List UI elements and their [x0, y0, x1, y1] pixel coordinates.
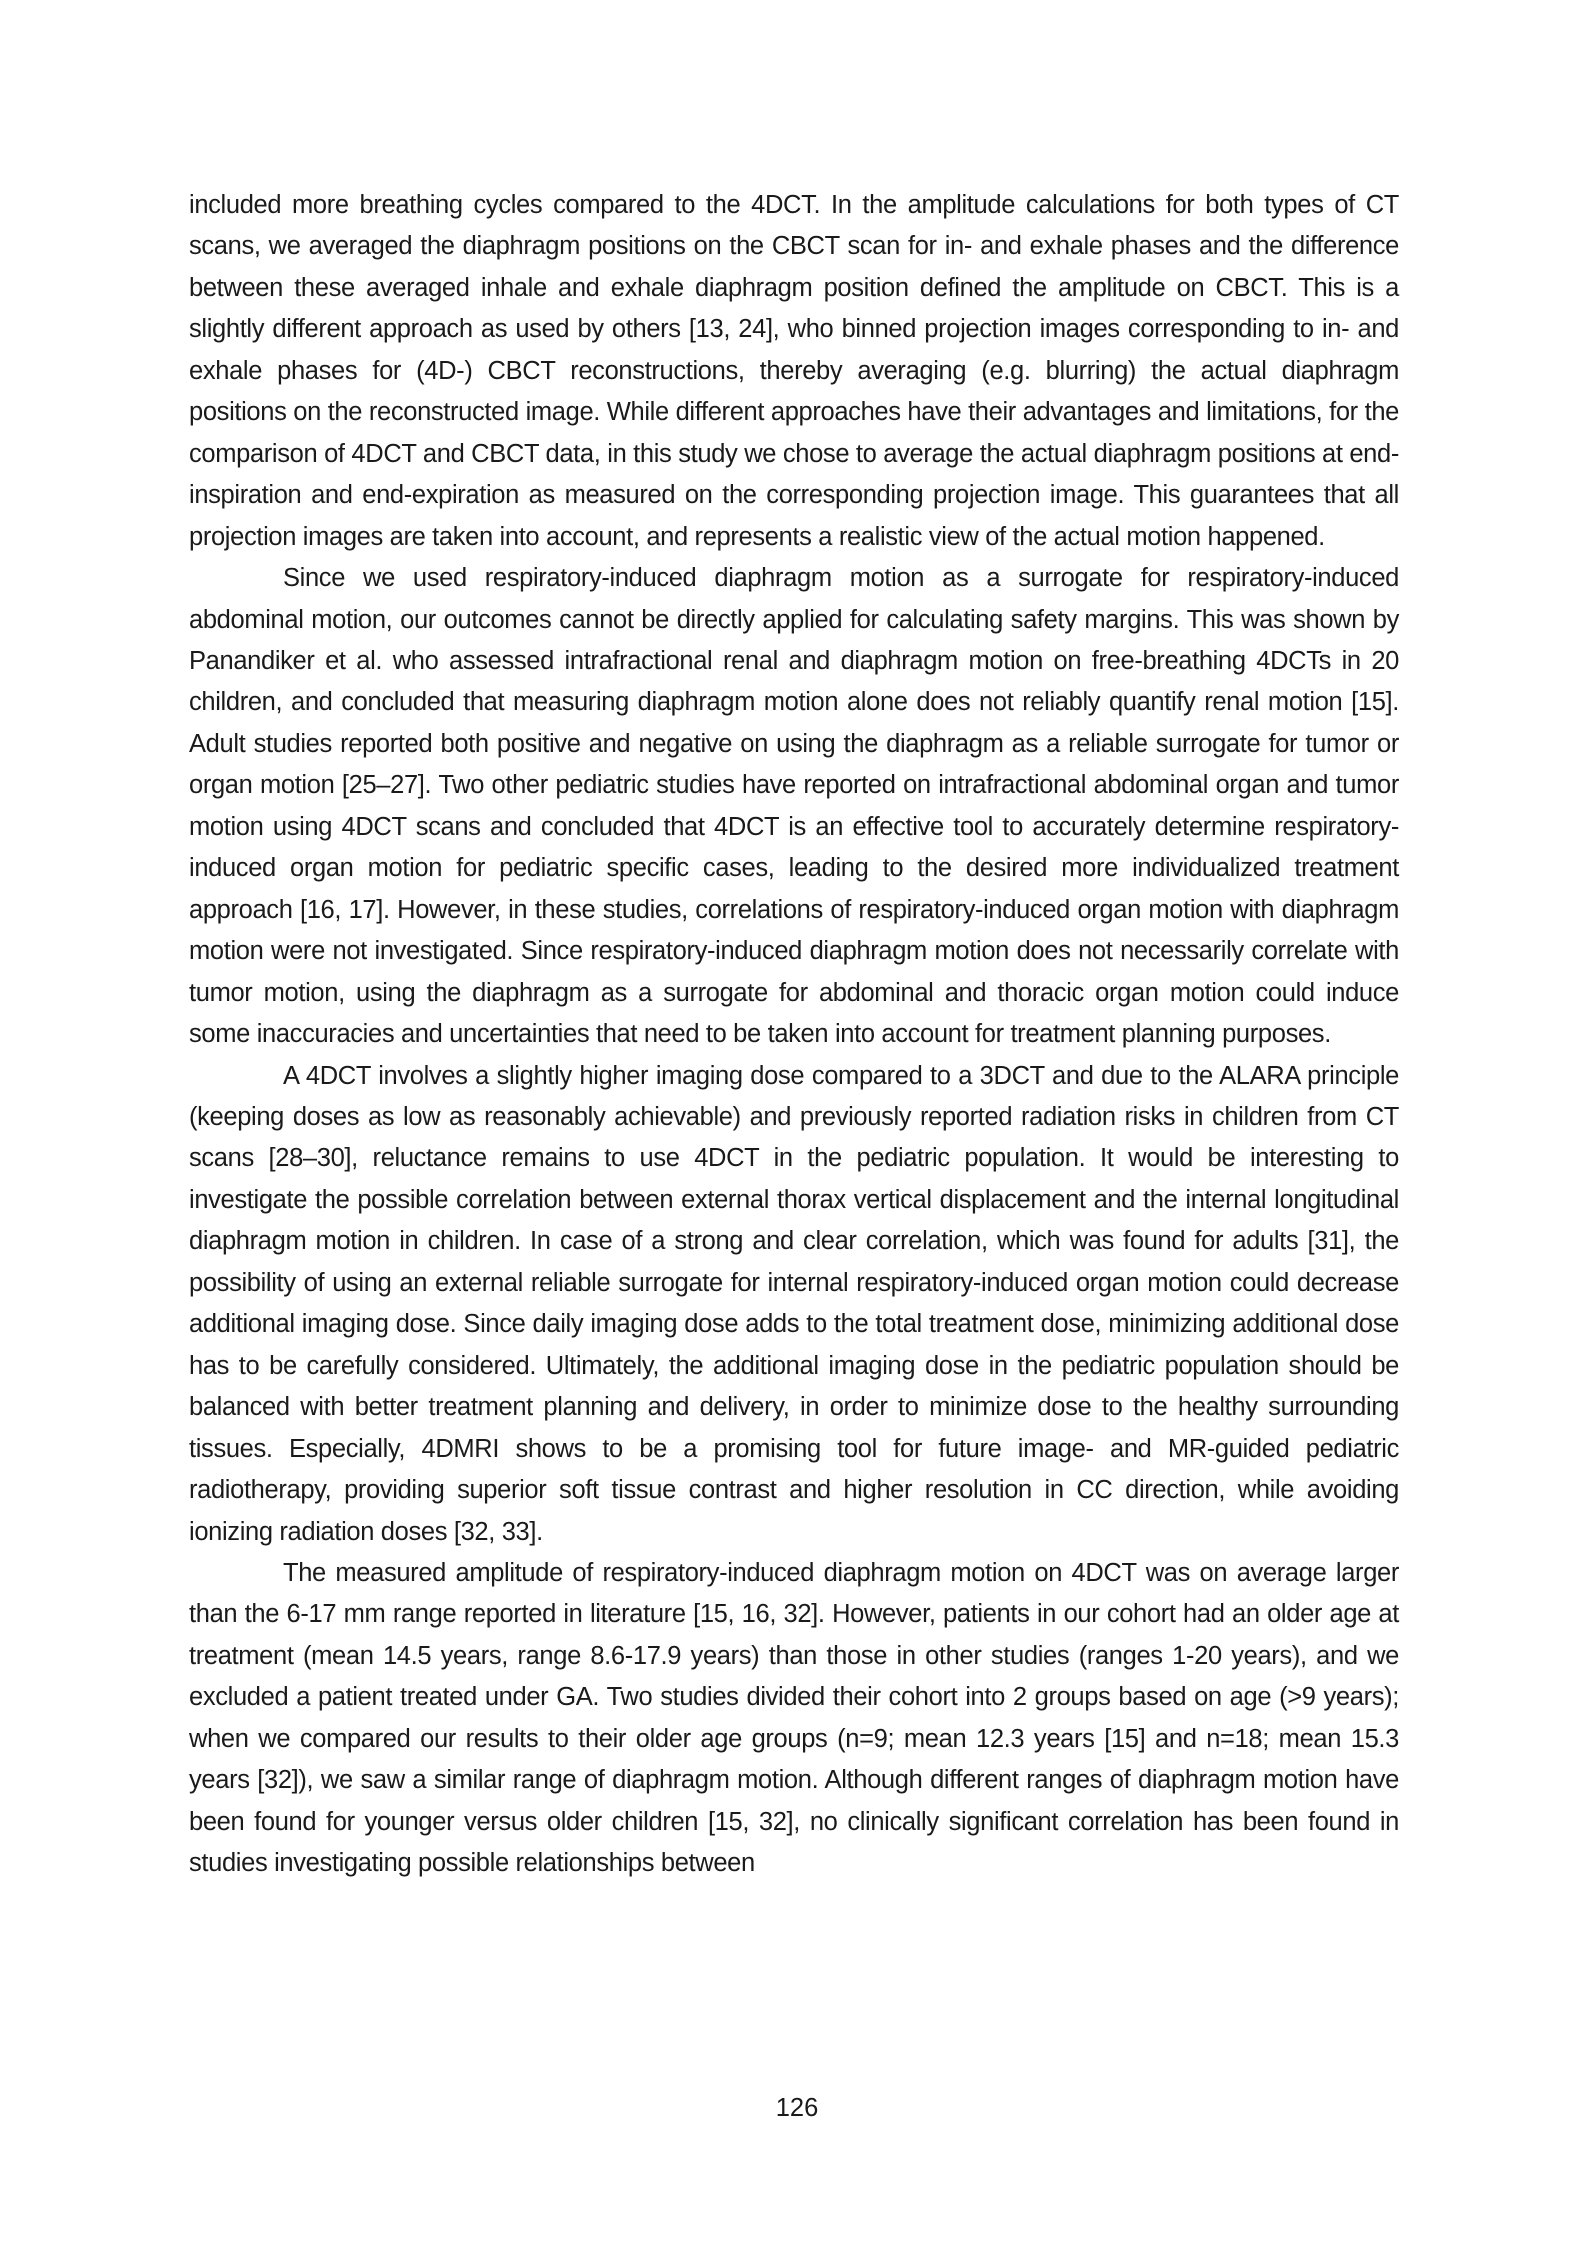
page-number: 126 [775, 2094, 819, 2122]
paragraph-imaging-dose: A 4DCT involves a slightly higher imaging dose compared to a 3DCT and due to the ALARA principle (keeping doses as low as reasonably achievable) and previously reported radiation risks in children from CT scans [28–30], reluctance remains to use 4DCT in the pediatric population. It would be interesting to investigate the possible correlation between external thorax vertical displacement and the internal longitudinal diaphragm motion in children. In case of a strong and clear correlation, which was found for adults [31], the possibility of using an external reliable surrogate for internal respiratory-induced organ motion could decrease additional imaging dose. Since daily imaging dose adds to the total treatment dose, minimizing additional dose has to be carefully considered. Ultimately, the additional imaging dose in the pediatric population should be balanced with better treatment planning and delivery, in order to minimize dose to the healthy surrounding tissues. Especially, 4DMRI shows to be a promising tool for future image- and MR-guided pediatric radiotherapy, providing superior soft tissue contrast and higher resolution in CC direction, while avoiding ionizing radiation doses [32, 33]. [189, 1061, 1399, 1546]
paragraph-measured-amplitude: The measured amplitude of respiratory-induced diaphragm motion on 4DCT was on average larger than the 6-17 mm range reported in literature [15, 16, 32]. However, patients in our cohort had an older age at treatment (mean 14.5 years, range 8.6-17.9 years) than those in other studies (ranges 1-20 years), and we excluded a patient treated under GA. Two studies divided their cohort into 2 groups based on age (>9 years); when we compared our results to their older age groups (n=9; mean 12.3 years [15] and n=18; mean 15.3 years [32]), we saw a similar range of diaphragm motion. Although different ranges of diaphragm motion have been found for younger versus older children [15, 32], no clinically significant correlation has been found in studies investigating possible relationships between [189, 1558, 1399, 1878]
body-text [189, 185, 1399, 1885]
paragraph-diaphragm-surrogate: Since we used respiratory-induced diaphragm motion as a surrogate for respiratory-induced abdominal motion, our outcomes cannot be directly applied for calculating safety margins. This was shown by Panandiker et al. who assessed intrafractional renal and diaphragm motion on free-breathing 4DCTs in 20 children, and concluded that measuring diaphragm motion alone does not reliably quantify renal motion [15]. Adult studies reported both positive and negative on using the diaphragm as a reliable surrogate for tumor or organ motion [25–27]. Two other pediatric studies have reported on intrafractional abdominal organ and tumor motion using 4DCT scans and concluded that 4DCT is an effective tool to accurately determine respiratory-induced organ motion for pediatric specific cases, leading to the desired more individualized treatment approach [16, 17]. However, in these studies, correlations of respiratory-induced organ motion with diaphragm motion were not investigated. Since respiratory-induced diaphragm motion does not necessarily correlate with tumor motion, using the diaphragm as a surrogate for abdominal and thoracic organ motion could induce some inaccuracies and uncertainties that need to be taken into account for treatment planning purposes. [189, 564, 1399, 1049]
paragraph-continuation: included more breathing cycles compared to the 4DCT. In the amplitude calculations for both types of CT scans, we averaged the diaphragm positions on the CBCT scan for in- and exhale phases and the difference between these averaged inhale and exhale diaphragm position defined the amplitude on CBCT. This is a slightly different approach as used by others [13, 24], who binned projection images corresponding to in- and exhale phases for (4D-) CBCT reconstructions, thereby averaging (e.g. blurring) the actual diaphragm positions on the reconstructed image. While different approaches have their advantages and limitations, for the comparison of 4DCT and CBCT data, in this study we chose to average the actual diaphragm positions at end-inspiration and end-expiration as measured on the corresponding projection image. This guarantees that all projection images are taken into account, and represents a realistic view of the actual motion happened. [189, 191, 1399, 551]
